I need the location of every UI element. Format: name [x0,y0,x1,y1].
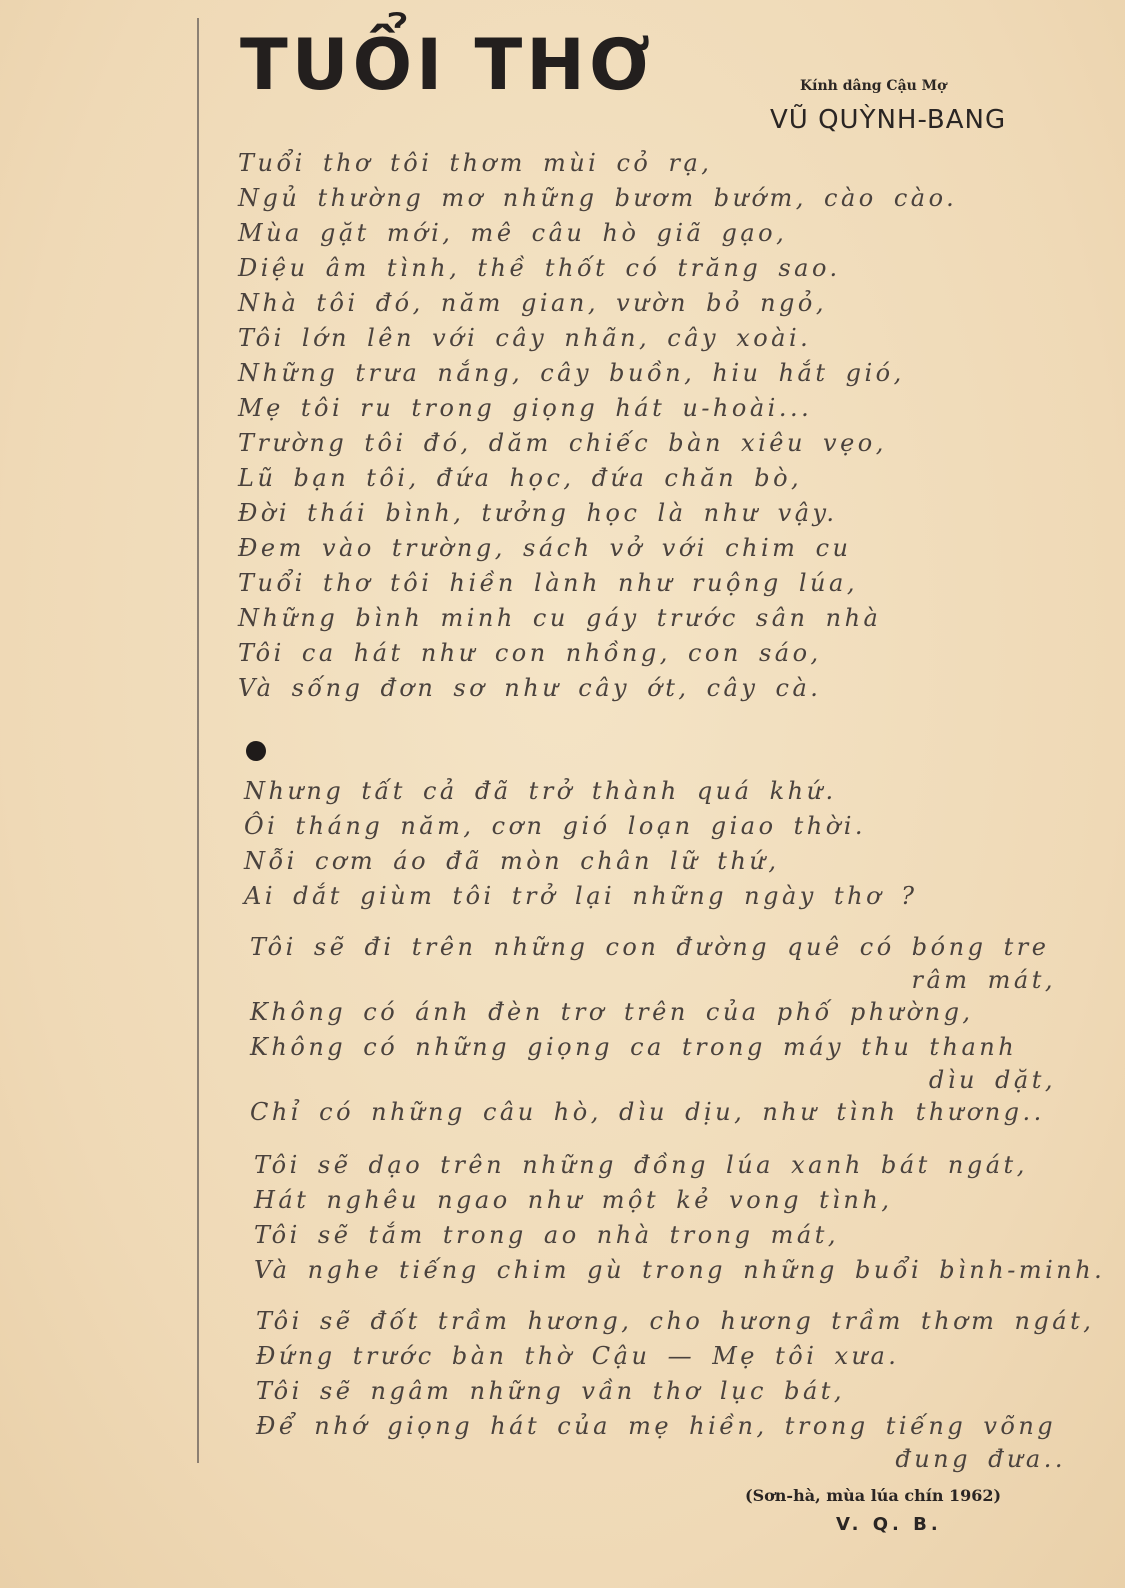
poem-line: Tôi lớn lên với cây nhãn, cây xoài. [238,324,812,352]
poem-line: Tôi sẽ dạo trên những đồng lúa xanh bát ngát, [254,1151,1028,1179]
poem-line: Chỉ có những câu hò, dìu dịu, như tình thương.. [250,1098,1045,1126]
poem-line: Tuổi thơ tôi hiền lành như ruộng lúa, [238,569,858,597]
poem-line: Tôi sẽ đốt trầm hương, cho hương trầm thơm ngát, [256,1307,1095,1335]
stanza-1 [238,146,1038,706]
poem-line: Không có những giọng ca trong máy thu thanh [250,1033,1018,1061]
poem-line: Những bình minh cu gáy trước sân nhà [238,604,882,632]
dedication: Kính dâng Cậu Mợ [800,78,947,94]
poem-line: Ngủ thường mơ những bươm bướm, cào cào. [238,184,958,212]
poem-line-continuation: đung đưa.. [895,1445,1066,1473]
poem-line: Mẹ tôi ru trong giọng hát u-hoài... [238,394,813,422]
poem-line: Nhưng tất cả đã trở thành quá khứ. [244,777,837,805]
poem-line: Tôi sẽ ngâm những vần thơ lục bát, [256,1377,846,1405]
author-name: VŨ QUỲNH-BANG [770,105,1007,135]
margin-rule [197,18,199,1463]
poem-line: Để nhớ giọng hát của mẹ hiền, trong tiếng võng [256,1412,1057,1440]
poem-line: Mùa gặt mới, mê câu hò giã gạo, [238,219,788,247]
poem-line: Diệu âm tình, thề thốt có trăng sao. [238,254,841,282]
poem-line: Ai dắt giùm tôi trở lại những ngày thơ ? [244,882,918,910]
poem-line: Nhà tôi đó, năm gian, vườn bỏ ngỏ, [238,289,827,317]
poem-line: Đứng trước bàn thờ Cậu — Mẹ tôi xưa. [256,1342,900,1370]
poem-line: Hát nghêu ngao như một kẻ vong tình, [254,1186,893,1214]
poem-title: TUỔI THƠ [240,24,654,106]
poem-line: Đời thái bình, tưởng học là như vậy. [238,499,838,527]
poem-line: Lũ bạn tôi, đứa học, đứa chăn bò, [238,464,803,492]
poem-line: Không có ánh đèn trơ trên của phố phường, [250,998,974,1026]
poem-line: Ôi tháng năm, cơn gió loạn giao thời. [244,812,867,840]
poem-line: Tôi ca hát như con nhồng, con sáo, [238,639,822,667]
stanza-2 [244,774,1044,914]
section-bullet-icon [246,741,266,761]
poem-line: Và sống đơn sơ như cây ớt, cây cà. [238,674,822,702]
stanza-4 [254,1148,1106,1288]
poem-line: Những trưa nắng, cây buồn, hiu hắt gió, [238,359,905,387]
poem-line: Và nghe tiếng chim gù trong những buổi bình-minh. [254,1256,1106,1284]
author-initials: V. Q. B. [836,1514,942,1535]
poem-line: Tôi sẽ đi trên những con đường quê có bóng tre [250,933,1050,961]
poem-line: Đem vào trường, sách vở với chim cu [238,534,852,562]
poem-line: Tuổi thơ tôi thơm mùi cỏ rạ, [238,149,713,177]
stanza-5 [256,1304,1095,1474]
poem-line-continuation: râm mát, [911,966,1056,994]
poem-line: Nỗi cơm áo đã mòn chân lữ thứ, [244,847,780,875]
poem-line-continuation: dìu dặt, [928,1066,1056,1094]
place-date-note: (Sơn-hà, mùa lúa chín 1962) [745,1486,1002,1505]
stanza-3 [250,930,1056,1130]
poem-line: Trường tôi đó, dăm chiếc bàn xiêu vẹo, [238,429,887,457]
poem-line: Tôi sẽ tắm trong ao nhà trong mát, [254,1221,839,1249]
